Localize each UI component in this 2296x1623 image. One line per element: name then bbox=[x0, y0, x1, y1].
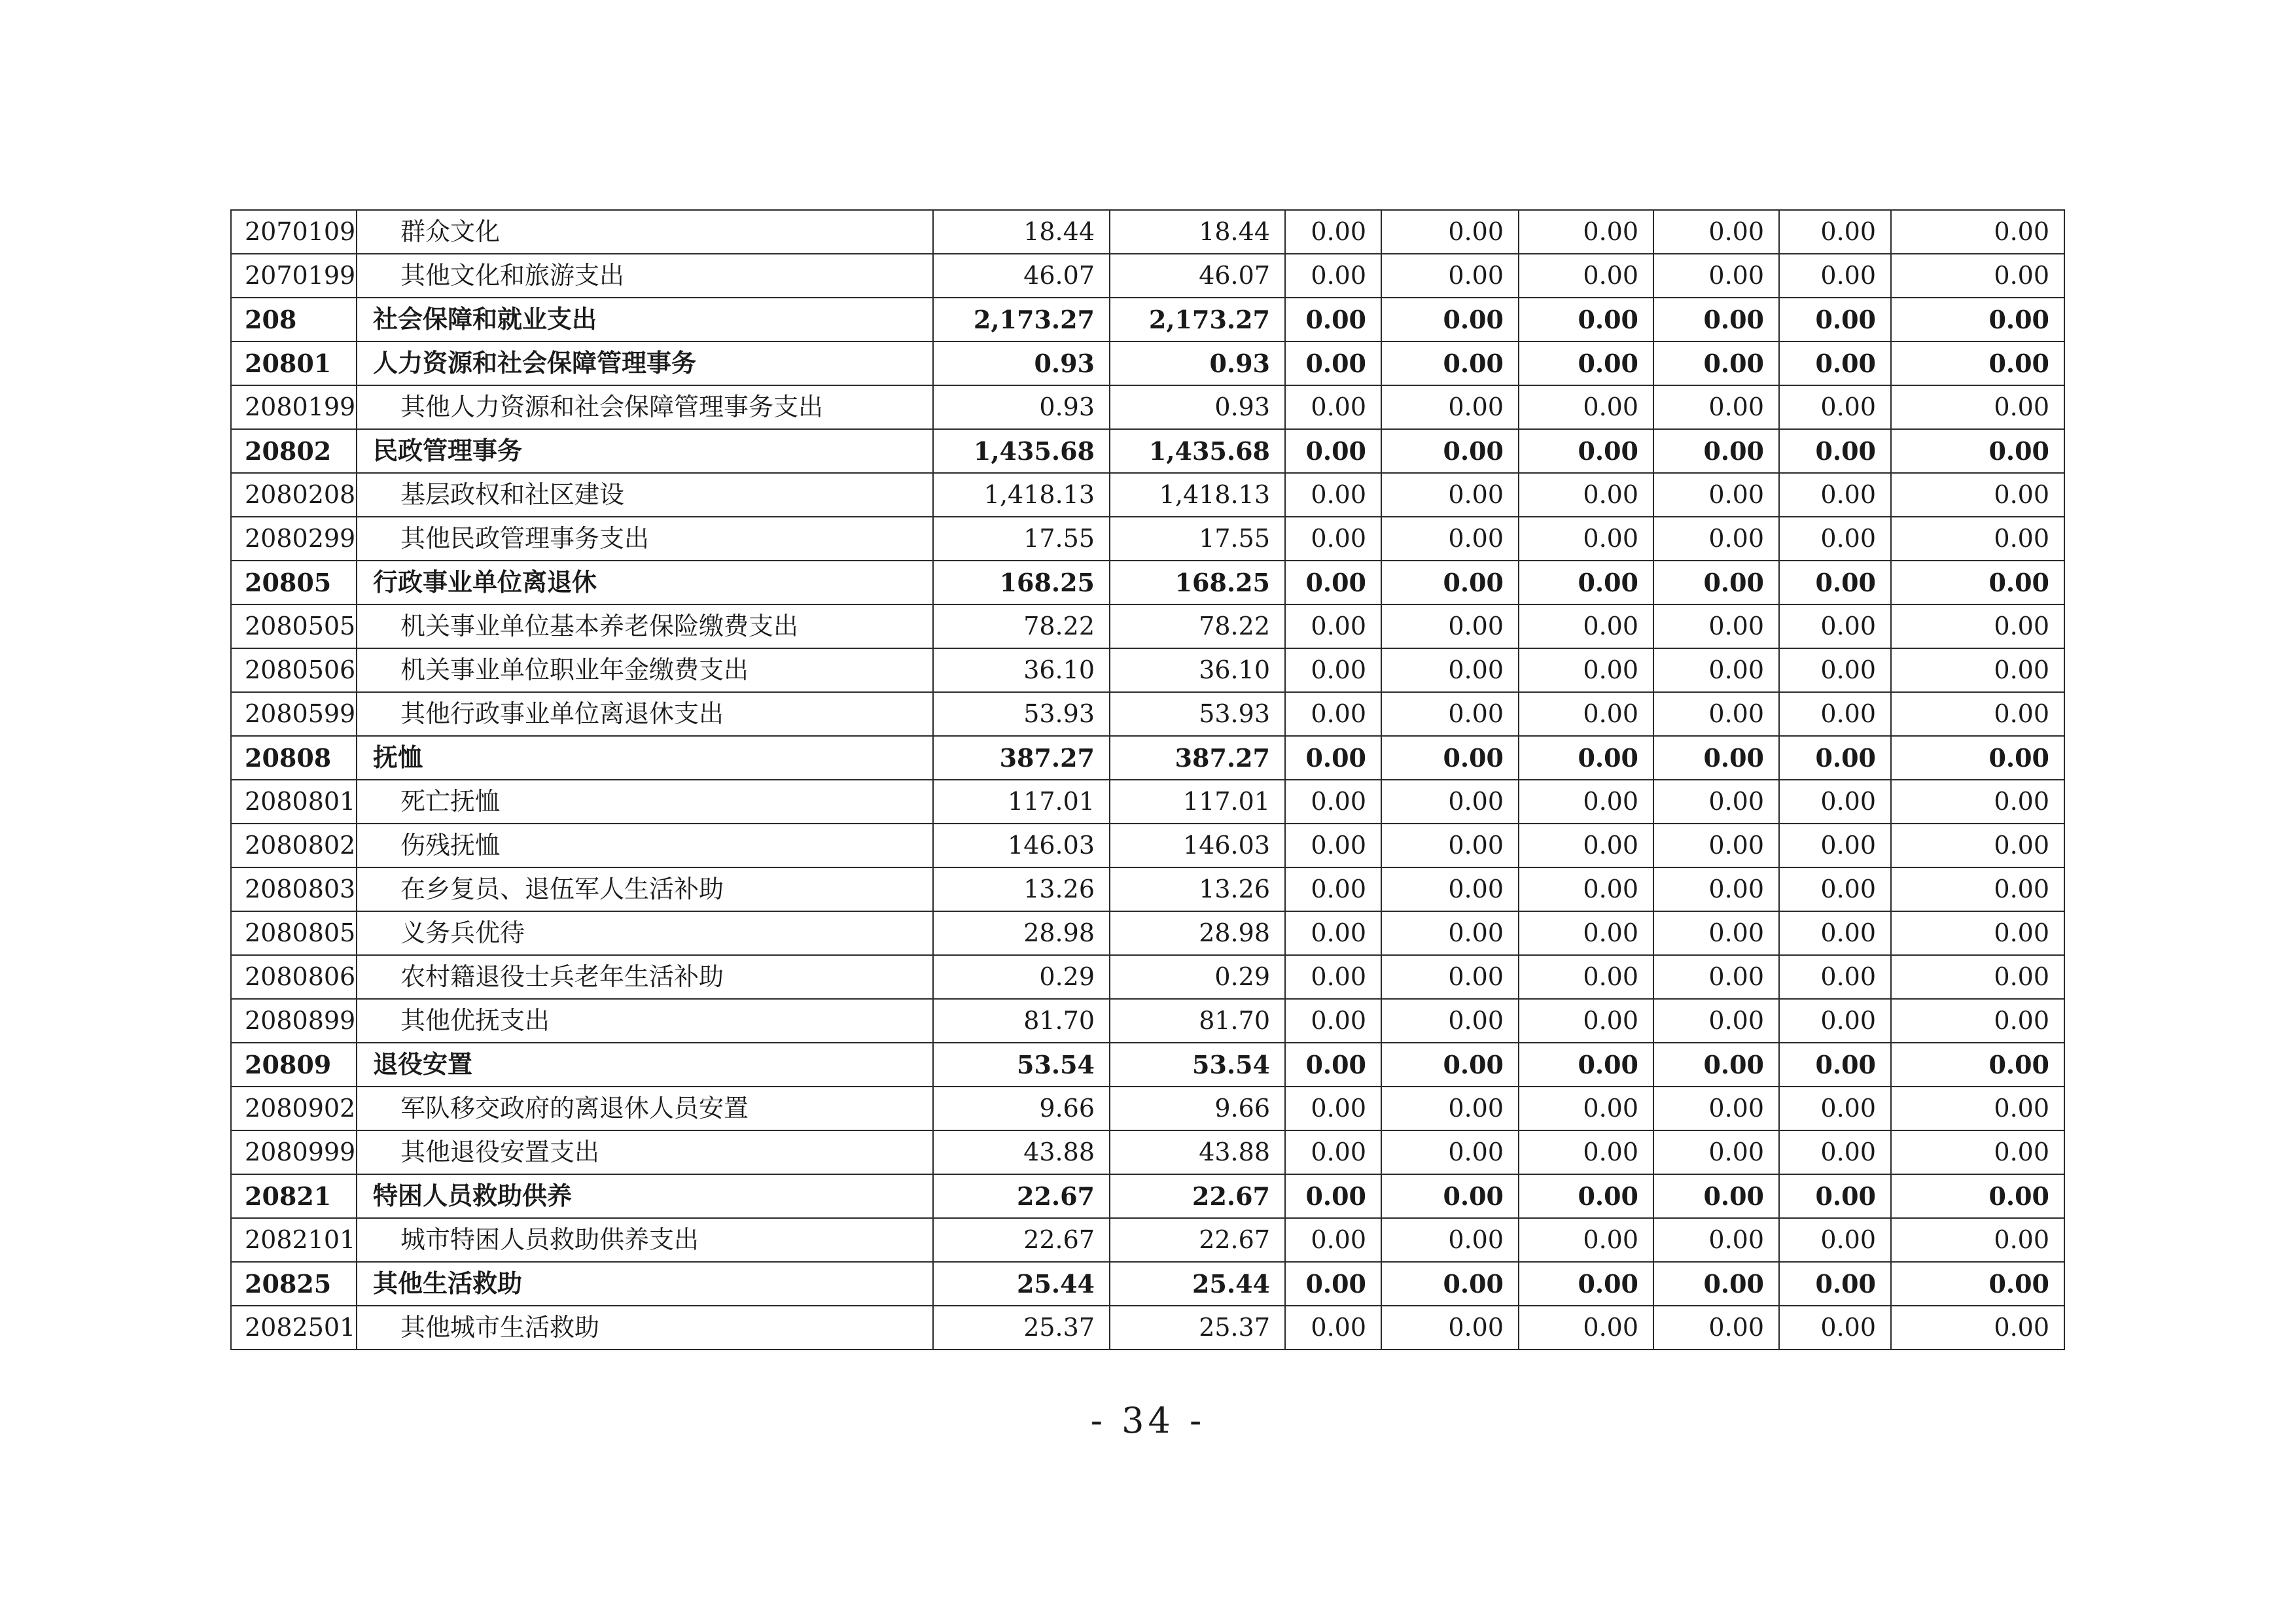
table-row bbox=[231, 473, 2064, 517]
amount-cell: 0.00 bbox=[1519, 473, 1653, 517]
table-row bbox=[231, 1218, 2064, 1262]
amount-cell: 0.00 bbox=[1381, 298, 1519, 341]
amount-cell: 0.00 bbox=[1779, 298, 1891, 341]
account-name-cell: 人力资源和社会保障管理事务 bbox=[357, 341, 933, 385]
amount-cell: 0.00 bbox=[1519, 385, 1653, 429]
amount-cell: 0.00 bbox=[1381, 385, 1519, 429]
amount-cell: 0.00 bbox=[1779, 604, 1891, 648]
amount-cell: 0.00 bbox=[1519, 911, 1653, 955]
amount-cell: 0.00 bbox=[1891, 911, 2064, 955]
amount-cell: 0.00 bbox=[1285, 1174, 1381, 1218]
amount-cell: 0.00 bbox=[1381, 911, 1519, 955]
table-row bbox=[231, 604, 2064, 648]
amount-cell: 2,173.27 bbox=[1110, 298, 1285, 341]
account-code-cell: 20825 bbox=[231, 1262, 357, 1306]
amount-cell: 0.00 bbox=[1285, 1130, 1381, 1174]
amount-cell: 0.00 bbox=[1779, 385, 1891, 429]
amount-cell: 43.88 bbox=[1110, 1130, 1285, 1174]
amount-cell: 18.44 bbox=[933, 210, 1110, 254]
amount-cell: 0.00 bbox=[1381, 429, 1519, 473]
amount-cell: 146.03 bbox=[933, 824, 1110, 867]
amount-cell: 0.00 bbox=[1653, 429, 1779, 473]
amount-cell: 0.00 bbox=[1519, 1218, 1653, 1262]
amount-cell: 0.00 bbox=[1519, 867, 1653, 911]
account-code-cell: 2080505 bbox=[231, 604, 357, 648]
amount-cell: 0.00 bbox=[1891, 955, 2064, 999]
account-code-cell: 2080805 bbox=[231, 911, 357, 955]
amount-cell: 0.00 bbox=[1381, 999, 1519, 1043]
amount-cell: 0.00 bbox=[1653, 1087, 1779, 1130]
amount-cell: 0.00 bbox=[1519, 298, 1653, 341]
table-row bbox=[231, 692, 2064, 736]
account-name-cell: 其他行政事业单位离退休支出 bbox=[357, 692, 933, 736]
amount-cell: 0.00 bbox=[1381, 1130, 1519, 1174]
amount-cell: 0.00 bbox=[1285, 867, 1381, 911]
amount-cell: 0.00 bbox=[1381, 824, 1519, 867]
table-row bbox=[231, 824, 2064, 867]
amount-cell: 0.00 bbox=[1779, 824, 1891, 867]
amount-cell: 0.00 bbox=[1891, 1130, 2064, 1174]
amount-cell: 36.10 bbox=[1110, 648, 1285, 692]
account-code-cell: 2080506 bbox=[231, 648, 357, 692]
account-code-cell: 2080806 bbox=[231, 955, 357, 999]
amount-cell: 0.00 bbox=[1285, 604, 1381, 648]
account-code-cell: 2080802 bbox=[231, 824, 357, 867]
amount-cell: 0.00 bbox=[1519, 1306, 1653, 1350]
amount-cell: 0.00 bbox=[1519, 999, 1653, 1043]
amount-cell: 0.00 bbox=[1285, 473, 1381, 517]
amount-cell: 0.00 bbox=[1891, 561, 2064, 604]
amount-cell: 0.00 bbox=[1891, 648, 2064, 692]
amount-cell: 0.00 bbox=[1285, 517, 1381, 561]
amount-cell: 0.00 bbox=[1381, 648, 1519, 692]
amount-cell: 0.00 bbox=[1381, 210, 1519, 254]
amount-cell: 0.00 bbox=[1779, 1043, 1891, 1087]
amount-cell: 17.55 bbox=[1110, 517, 1285, 561]
table-row bbox=[231, 429, 2064, 473]
amount-cell: 0.00 bbox=[1381, 955, 1519, 999]
amount-cell: 0.93 bbox=[1110, 341, 1285, 385]
amount-cell: 18.44 bbox=[1110, 210, 1285, 254]
amount-cell: 0.00 bbox=[1779, 1174, 1891, 1218]
amount-cell: 0.00 bbox=[1891, 254, 2064, 298]
amount-cell: 0.00 bbox=[1891, 517, 2064, 561]
account-name-cell: 其他人力资源和社会保障管理事务支出 bbox=[357, 385, 933, 429]
amount-cell: 0.00 bbox=[1891, 1262, 2064, 1306]
amount-cell: 1,418.13 bbox=[933, 473, 1110, 517]
amount-cell: 22.67 bbox=[933, 1218, 1110, 1262]
amount-cell: 0.00 bbox=[1779, 517, 1891, 561]
amount-cell: 0.00 bbox=[1285, 341, 1381, 385]
account-code-cell: 2080999 bbox=[231, 1130, 357, 1174]
amount-cell: 0.00 bbox=[1285, 911, 1381, 955]
amount-cell: 0.00 bbox=[1381, 517, 1519, 561]
amount-cell: 0.00 bbox=[1519, 341, 1653, 385]
amount-cell: 0.00 bbox=[1779, 1218, 1891, 1262]
table-row bbox=[231, 561, 2064, 604]
amount-cell: 46.07 bbox=[1110, 254, 1285, 298]
amount-cell: 0.00 bbox=[1519, 254, 1653, 298]
amount-cell: 0.00 bbox=[1653, 692, 1779, 736]
amount-cell: 22.67 bbox=[933, 1174, 1110, 1218]
amount-cell: 36.10 bbox=[933, 648, 1110, 692]
amount-cell: 0.00 bbox=[1519, 1130, 1653, 1174]
amount-cell: 0.00 bbox=[1519, 1262, 1653, 1306]
amount-cell: 0.00 bbox=[1285, 298, 1381, 341]
amount-cell: 25.37 bbox=[1110, 1306, 1285, 1350]
amount-cell: 0.00 bbox=[1891, 429, 2064, 473]
amount-cell: 0.00 bbox=[1653, 1306, 1779, 1350]
amount-cell: 0.00 bbox=[1891, 473, 2064, 517]
amount-cell: 53.93 bbox=[933, 692, 1110, 736]
amount-cell: 0.00 bbox=[1381, 867, 1519, 911]
amount-cell: 0.00 bbox=[1653, 561, 1779, 604]
account-name-cell: 其他民政管理事务支出 bbox=[357, 517, 933, 561]
amount-cell: 0.00 bbox=[1519, 1174, 1653, 1218]
amount-cell: 0.00 bbox=[1653, 1174, 1779, 1218]
amount-cell: 2,173.27 bbox=[933, 298, 1110, 341]
amount-cell: 0.93 bbox=[933, 341, 1110, 385]
amount-cell: 81.70 bbox=[933, 999, 1110, 1043]
amount-cell: 1,435.68 bbox=[933, 429, 1110, 473]
account-code-cell: 20802 bbox=[231, 429, 357, 473]
amount-cell: 0.00 bbox=[1891, 999, 2064, 1043]
amount-cell: 0.00 bbox=[1779, 692, 1891, 736]
account-code-cell: 2080801 bbox=[231, 780, 357, 824]
amount-cell: 0.00 bbox=[1891, 1087, 2064, 1130]
amount-cell: 0.00 bbox=[1519, 824, 1653, 867]
account-code-cell: 20808 bbox=[231, 736, 357, 780]
table-row bbox=[231, 1130, 2064, 1174]
amount-cell: 0.93 bbox=[933, 385, 1110, 429]
amount-cell: 0.00 bbox=[1653, 1262, 1779, 1306]
amount-cell: 0.00 bbox=[1891, 692, 2064, 736]
amount-cell: 0.00 bbox=[1653, 1218, 1779, 1262]
amount-cell: 0.00 bbox=[1519, 429, 1653, 473]
amount-cell: 0.00 bbox=[1381, 780, 1519, 824]
amount-cell: 0.00 bbox=[1779, 1130, 1891, 1174]
amount-cell: 0.00 bbox=[1285, 429, 1381, 473]
amount-cell: 0.00 bbox=[1519, 736, 1653, 780]
amount-cell: 0.93 bbox=[1110, 385, 1285, 429]
account-name-cell: 群众文化 bbox=[357, 210, 933, 254]
amount-cell: 0.00 bbox=[1285, 210, 1381, 254]
amount-cell: 0.00 bbox=[1285, 385, 1381, 429]
account-code-cell: 2080299 bbox=[231, 517, 357, 561]
amount-cell: 0.00 bbox=[1285, 1306, 1381, 1350]
account-name-cell: 基层政权和社区建设 bbox=[357, 473, 933, 517]
amount-cell: 78.22 bbox=[1110, 604, 1285, 648]
amount-cell: 0.00 bbox=[1653, 298, 1779, 341]
amount-cell: 0.00 bbox=[1653, 254, 1779, 298]
amount-cell: 0.00 bbox=[1381, 1087, 1519, 1130]
account-code-cell: 2082501 bbox=[231, 1306, 357, 1350]
amount-cell: 0.00 bbox=[1381, 692, 1519, 736]
table-row bbox=[231, 780, 2064, 824]
amount-cell: 0.00 bbox=[1653, 824, 1779, 867]
amount-cell: 0.00 bbox=[1285, 736, 1381, 780]
amount-cell: 0.00 bbox=[1653, 1130, 1779, 1174]
amount-cell: 0.00 bbox=[1381, 341, 1519, 385]
amount-cell: 117.01 bbox=[1110, 780, 1285, 824]
amount-cell: 0.00 bbox=[1381, 1043, 1519, 1087]
account-name-cell: 义务兵优待 bbox=[357, 911, 933, 955]
amount-cell: 0.00 bbox=[1653, 867, 1779, 911]
amount-cell: 0.00 bbox=[1285, 561, 1381, 604]
amount-cell: 0.00 bbox=[1285, 254, 1381, 298]
amount-cell: 0.00 bbox=[1519, 780, 1653, 824]
amount-cell: 0.00 bbox=[1779, 867, 1891, 911]
amount-cell: 0.00 bbox=[1891, 210, 2064, 254]
amount-cell: 0.00 bbox=[1779, 999, 1891, 1043]
account-name-cell: 机关事业单位基本养老保险缴费支出 bbox=[357, 604, 933, 648]
table-row bbox=[231, 210, 2064, 254]
amount-cell: 0.00 bbox=[1519, 692, 1653, 736]
account-name-cell: 社会保障和就业支出 bbox=[357, 298, 933, 341]
amount-cell: 0.00 bbox=[1519, 561, 1653, 604]
amount-cell: 0.00 bbox=[1381, 473, 1519, 517]
amount-cell: 43.88 bbox=[933, 1130, 1110, 1174]
account-name-cell: 城市特困人员救助供养支出 bbox=[357, 1218, 933, 1262]
amount-cell: 22.67 bbox=[1110, 1174, 1285, 1218]
account-code-cell: 20821 bbox=[231, 1174, 357, 1218]
table-row bbox=[231, 385, 2064, 429]
account-code-cell: 208 bbox=[231, 298, 357, 341]
amount-cell: 0.00 bbox=[1653, 341, 1779, 385]
amount-cell: 0.00 bbox=[1891, 1174, 2064, 1218]
amount-cell: 0.00 bbox=[1779, 254, 1891, 298]
account-name-cell: 其他城市生活救助 bbox=[357, 1306, 933, 1350]
amount-cell: 0.00 bbox=[1381, 736, 1519, 780]
amount-cell: 0.00 bbox=[1891, 341, 2064, 385]
amount-cell: 0.00 bbox=[1653, 911, 1779, 955]
amount-cell: 9.66 bbox=[933, 1087, 1110, 1130]
account-code-cell: 20805 bbox=[231, 561, 357, 604]
amount-cell: 117.01 bbox=[933, 780, 1110, 824]
account-code-cell: 2080599 bbox=[231, 692, 357, 736]
table-row bbox=[231, 1262, 2064, 1306]
account-name-cell: 农村籍退役士兵老年生活补助 bbox=[357, 955, 933, 999]
amount-cell: 146.03 bbox=[1110, 824, 1285, 867]
amount-cell: 9.66 bbox=[1110, 1087, 1285, 1130]
amount-cell: 0.00 bbox=[1891, 1043, 2064, 1087]
amount-cell: 0.00 bbox=[1779, 1306, 1891, 1350]
amount-cell: 0.00 bbox=[1653, 648, 1779, 692]
amount-cell: 387.27 bbox=[1110, 736, 1285, 780]
table-row bbox=[231, 517, 2064, 561]
table-row bbox=[231, 955, 2064, 999]
table-row bbox=[231, 341, 2064, 385]
amount-cell: 0.00 bbox=[1653, 604, 1779, 648]
table-row bbox=[231, 867, 2064, 911]
amount-cell: 13.26 bbox=[1110, 867, 1285, 911]
amount-cell: 0.00 bbox=[1381, 1174, 1519, 1218]
amount-cell: 0.00 bbox=[1519, 648, 1653, 692]
amount-cell: 13.26 bbox=[933, 867, 1110, 911]
table-row bbox=[231, 736, 2064, 780]
amount-cell: 0.29 bbox=[933, 955, 1110, 999]
amount-cell: 0.00 bbox=[1519, 517, 1653, 561]
amount-cell: 387.27 bbox=[933, 736, 1110, 780]
account-code-cell: 2080208 bbox=[231, 473, 357, 517]
account-code-cell: 2080803 bbox=[231, 867, 357, 911]
account-code-cell: 2082101 bbox=[231, 1218, 357, 1262]
amount-cell: 0.00 bbox=[1779, 780, 1891, 824]
amount-cell: 0.00 bbox=[1891, 736, 2064, 780]
amount-cell: 0.00 bbox=[1381, 604, 1519, 648]
amount-cell: 0.00 bbox=[1285, 955, 1381, 999]
amount-cell: 0.00 bbox=[1285, 999, 1381, 1043]
amount-cell: 0.00 bbox=[1653, 999, 1779, 1043]
amount-cell: 25.44 bbox=[933, 1262, 1110, 1306]
account-code-cell: 2080899 bbox=[231, 999, 357, 1043]
table-row bbox=[231, 648, 2064, 692]
table-row bbox=[231, 1174, 2064, 1218]
table-row bbox=[231, 254, 2064, 298]
account-code-cell: 2070199 bbox=[231, 254, 357, 298]
table-row bbox=[231, 298, 2064, 341]
amount-cell: 0.00 bbox=[1779, 341, 1891, 385]
amount-cell: 0.00 bbox=[1519, 210, 1653, 254]
amount-cell: 81.70 bbox=[1110, 999, 1285, 1043]
account-code-cell: 2080199 bbox=[231, 385, 357, 429]
amount-cell: 46.07 bbox=[933, 254, 1110, 298]
amount-cell: 0.00 bbox=[1653, 385, 1779, 429]
account-name-cell: 其他退役安置支出 bbox=[357, 1130, 933, 1174]
amount-cell: 0.00 bbox=[1381, 254, 1519, 298]
account-code-cell: 20801 bbox=[231, 341, 357, 385]
amount-cell: 53.54 bbox=[1110, 1043, 1285, 1087]
amount-cell: 0.00 bbox=[1381, 1218, 1519, 1262]
account-name-cell: 军队移交政府的离退休人员安置 bbox=[357, 1087, 933, 1130]
amount-cell: 25.44 bbox=[1110, 1262, 1285, 1306]
amount-cell: 0.00 bbox=[1891, 867, 2064, 911]
account-name-cell: 民政管理事务 bbox=[357, 429, 933, 473]
account-name-cell: 其他生活救助 bbox=[357, 1262, 933, 1306]
table-row bbox=[231, 1043, 2064, 1087]
amount-cell: 0.00 bbox=[1779, 955, 1891, 999]
amount-cell: 0.00 bbox=[1891, 780, 2064, 824]
table-row bbox=[231, 911, 2064, 955]
amount-cell: 0.00 bbox=[1653, 517, 1779, 561]
table-row bbox=[231, 999, 2064, 1043]
amount-cell: 0.00 bbox=[1519, 1087, 1653, 1130]
amount-cell: 0.00 bbox=[1653, 210, 1779, 254]
amount-cell: 1,418.13 bbox=[1110, 473, 1285, 517]
account-name-cell: 机关事业单位职业年金缴费支出 bbox=[357, 648, 933, 692]
amount-cell: 0.00 bbox=[1285, 648, 1381, 692]
amount-cell: 0.00 bbox=[1285, 780, 1381, 824]
amount-cell: 0.00 bbox=[1285, 824, 1381, 867]
table-row bbox=[231, 1087, 2064, 1130]
amount-cell: 0.00 bbox=[1285, 1262, 1381, 1306]
amount-cell: 0.00 bbox=[1285, 1218, 1381, 1262]
amount-cell: 0.00 bbox=[1891, 604, 2064, 648]
amount-cell: 0.00 bbox=[1779, 648, 1891, 692]
amount-cell: 28.98 bbox=[1110, 911, 1285, 955]
amount-cell: 78.22 bbox=[933, 604, 1110, 648]
amount-cell: 0.00 bbox=[1285, 1087, 1381, 1130]
amount-cell: 0.00 bbox=[1891, 1306, 2064, 1350]
amount-cell: 0.00 bbox=[1381, 1262, 1519, 1306]
amount-cell: 168.25 bbox=[933, 561, 1110, 604]
account-name-cell: 退役安置 bbox=[357, 1043, 933, 1087]
amount-cell: 17.55 bbox=[933, 517, 1110, 561]
page-number: - 34 - bbox=[1090, 1400, 1206, 1441]
amount-cell: 0.00 bbox=[1653, 1043, 1779, 1087]
amount-cell: 0.00 bbox=[1891, 298, 2064, 341]
amount-cell: 0.00 bbox=[1381, 1306, 1519, 1350]
amount-cell: 0.00 bbox=[1891, 385, 2064, 429]
amount-cell: 0.00 bbox=[1381, 561, 1519, 604]
amount-cell: 28.98 bbox=[933, 911, 1110, 955]
account-code-cell: 20809 bbox=[231, 1043, 357, 1087]
amount-cell: 0.00 bbox=[1891, 824, 2064, 867]
account-code-cell: 2080902 bbox=[231, 1087, 357, 1130]
amount-cell: 168.25 bbox=[1110, 561, 1285, 604]
amount-cell: 25.37 bbox=[933, 1306, 1110, 1350]
amount-cell: 53.93 bbox=[1110, 692, 1285, 736]
amount-cell: 0.00 bbox=[1779, 473, 1891, 517]
amount-cell: 0.00 bbox=[1285, 692, 1381, 736]
amount-cell: 0.29 bbox=[1110, 955, 1285, 999]
amount-cell: 0.00 bbox=[1779, 1087, 1891, 1130]
amount-cell: 0.00 bbox=[1653, 736, 1779, 780]
table-body bbox=[231, 210, 2064, 1350]
amount-cell: 0.00 bbox=[1519, 955, 1653, 999]
account-name-cell: 特困人员救助供养 bbox=[357, 1174, 933, 1218]
amount-cell: 0.00 bbox=[1779, 1262, 1891, 1306]
amount-cell: 0.00 bbox=[1779, 736, 1891, 780]
account-name-cell: 在乡复员、退伍军人生活补助 bbox=[357, 867, 933, 911]
amount-cell: 0.00 bbox=[1779, 210, 1891, 254]
account-name-cell: 死亡抚恤 bbox=[357, 780, 933, 824]
amount-cell: 22.67 bbox=[1110, 1218, 1285, 1262]
amount-cell: 0.00 bbox=[1891, 1218, 2064, 1262]
account-name-cell: 行政事业单位离退休 bbox=[357, 561, 933, 604]
amount-cell: 0.00 bbox=[1779, 429, 1891, 473]
amount-cell: 0.00 bbox=[1653, 780, 1779, 824]
amount-cell: 0.00 bbox=[1519, 1043, 1653, 1087]
account-name-cell: 伤残抚恤 bbox=[357, 824, 933, 867]
account-code-cell: 2070109 bbox=[231, 210, 357, 254]
amount-cell: 0.00 bbox=[1653, 955, 1779, 999]
amount-cell: 0.00 bbox=[1519, 604, 1653, 648]
amount-cell: 0.00 bbox=[1653, 473, 1779, 517]
expenditure-table bbox=[230, 209, 2065, 1350]
amount-cell: 0.00 bbox=[1779, 561, 1891, 604]
amount-cell: 0.00 bbox=[1779, 911, 1891, 955]
account-name-cell: 抚恤 bbox=[357, 736, 933, 780]
account-name-cell: 其他优抚支出 bbox=[357, 999, 933, 1043]
amount-cell: 0.00 bbox=[1285, 1043, 1381, 1087]
account-name-cell: 其他文化和旅游支出 bbox=[357, 254, 933, 298]
amount-cell: 53.54 bbox=[933, 1043, 1110, 1087]
table-row bbox=[231, 1306, 2064, 1350]
amount-cell: 1,435.68 bbox=[1110, 429, 1285, 473]
